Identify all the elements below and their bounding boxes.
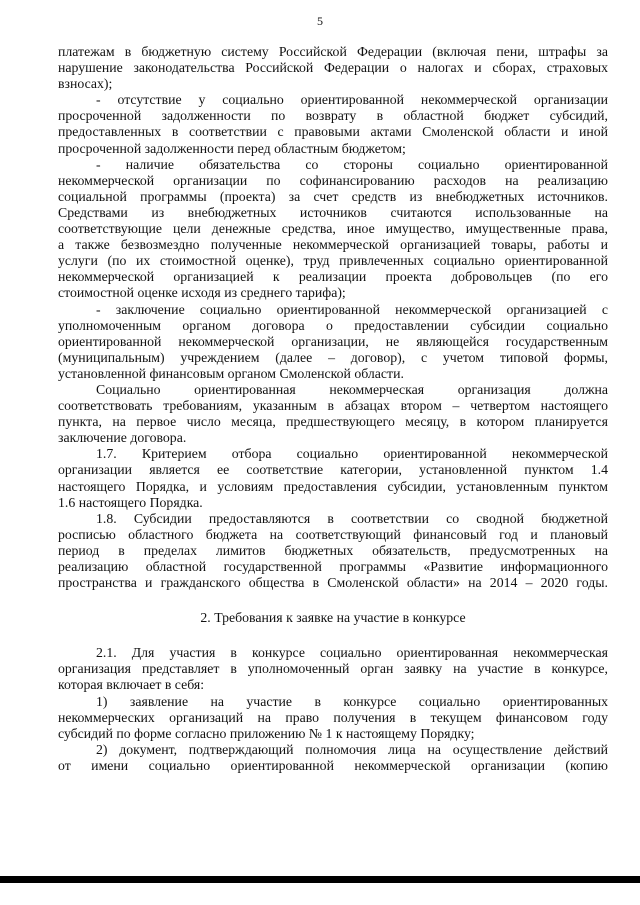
text-line: соответствовать требованиям, указанным в абзацах втором – четвертом настоящего (58, 398, 608, 414)
text-line: платежам в бюджетную систему Российской Федерации (включая пени, штрафы за (58, 44, 608, 59)
bottom-border-line (0, 876, 640, 883)
text-line: Средствами из внебюджетных источников считаются использованные на (58, 204, 608, 220)
text-line: заключение договора. (58, 430, 187, 446)
text-line: соответствующие цели денежные средства, иное имущество, имущественные права, (58, 221, 608, 237)
text-line: ориентированной некоммерческой организации, не являющейся государственным (58, 333, 608, 349)
text-line: период в пределах лимитов бюджетных обязательств, предусмотренных на (58, 542, 608, 558)
text-line: - отсутствие у социально ориентированной некоммерческой организации (96, 92, 608, 108)
text-line: субсидий по форме согласно приложению № 1 к настоящему Порядку; (58, 725, 475, 741)
page-number: 5 (317, 14, 323, 28)
text-line: некоммерческой организацией к реализации проекта добровольцев (по его (58, 269, 608, 285)
text-line: предоставленных в соответствии с правовыми актами Смоленской области и иной (58, 124, 608, 140)
text-line: организации является ее соответствие категории, установленной пунктом 1.4 (58, 462, 608, 478)
text-line: просроченной задолженности перед областным бюджетом; (58, 140, 406, 156)
text-line: просроченной задолженности по возврату в областной бюджет субсидий, (58, 108, 608, 124)
text-line: некоммерческих организаций на право получения в текущем финансовом году (58, 709, 608, 725)
text-line: настоящего Порядка, и условиям предоставления субсидии, установленным пунктом (58, 478, 608, 494)
text-line: росписью областного бюджета на соответствующий финансовый год и плановый (58, 526, 608, 542)
text-line: установленной финансовым органом Смоленской области. (58, 365, 404, 381)
paragraph-gap (58, 626, 608, 645)
document-body (58, 44, 608, 774)
text-line: стоимостной оценке исходя из среднего тарифа); (58, 285, 346, 301)
text-line: взносах); (58, 76, 113, 92)
text-line: услуги (по их стоимостной оценке), труд привлеченных социально ориентированной (58, 253, 608, 269)
text-line: пункта, на первое число месяца, предшествующего месяцу, в котором планируется (58, 414, 608, 430)
text-line: а также безвозмездно полученные некоммерческой организацией товары, работы и (58, 237, 608, 253)
text-line: нарушение законодательства Российской Федерации о налогах и сборах, страховых (58, 60, 608, 76)
text-line: - заключение социально ориентированной некоммерческой организацией с (96, 301, 608, 317)
text-line: пространства и гражданского общества в Смоленской области» на 2014 – 2020 годы. (58, 575, 608, 591)
text-line: 1.8. Субсидии предоставляются в соответствии со сводной бюджетной (96, 510, 608, 526)
text-line: 1.7. Критерием отбора социально ориентированной некоммерческой (96, 446, 608, 462)
text-line: 2.1. Для участия в конкурсе социально ориентированная некоммерческая (96, 645, 608, 661)
text-line: Социально ориентированная некоммерческая организация должна (96, 381, 608, 397)
text-line: уполномоченным органом договора о предоставлении субсидии социально (58, 317, 608, 333)
text-line: социальной программы (проекта) за счет средств из внебюджетных источников. (58, 188, 608, 204)
text-line: реализацию областной государственной программы «Развитие информационного (58, 559, 608, 574)
paragraph-gap (58, 591, 608, 610)
text-line: 1) заявление на участие в конкурсе социально ориентированных (96, 693, 608, 709)
text-line: 2) документ, подтверждающий полномочия лица на осуществление действий (96, 741, 608, 757)
text-line: организация представляет в уполномоченный орган заявку на участие в конкурсе, (58, 661, 608, 677)
text-line: некоммерческой организации по софинансированию расходов на реализацию (58, 172, 608, 188)
text-line: от имени социально ориентированной некоммерческой организации (копию (58, 757, 608, 773)
text-line: (муниципальным) учреждением (далее – договор), с учетом типовой формы, (58, 349, 608, 365)
text-line: - наличие обязательства со стороны социально ориентированной (96, 156, 608, 172)
section-heading: 2. Требования к заявке на участие в конкурсе (200, 610, 466, 626)
text-line: которая включает в себя: (58, 677, 205, 693)
text-line: 1.6 настоящего Порядка. (58, 494, 203, 510)
